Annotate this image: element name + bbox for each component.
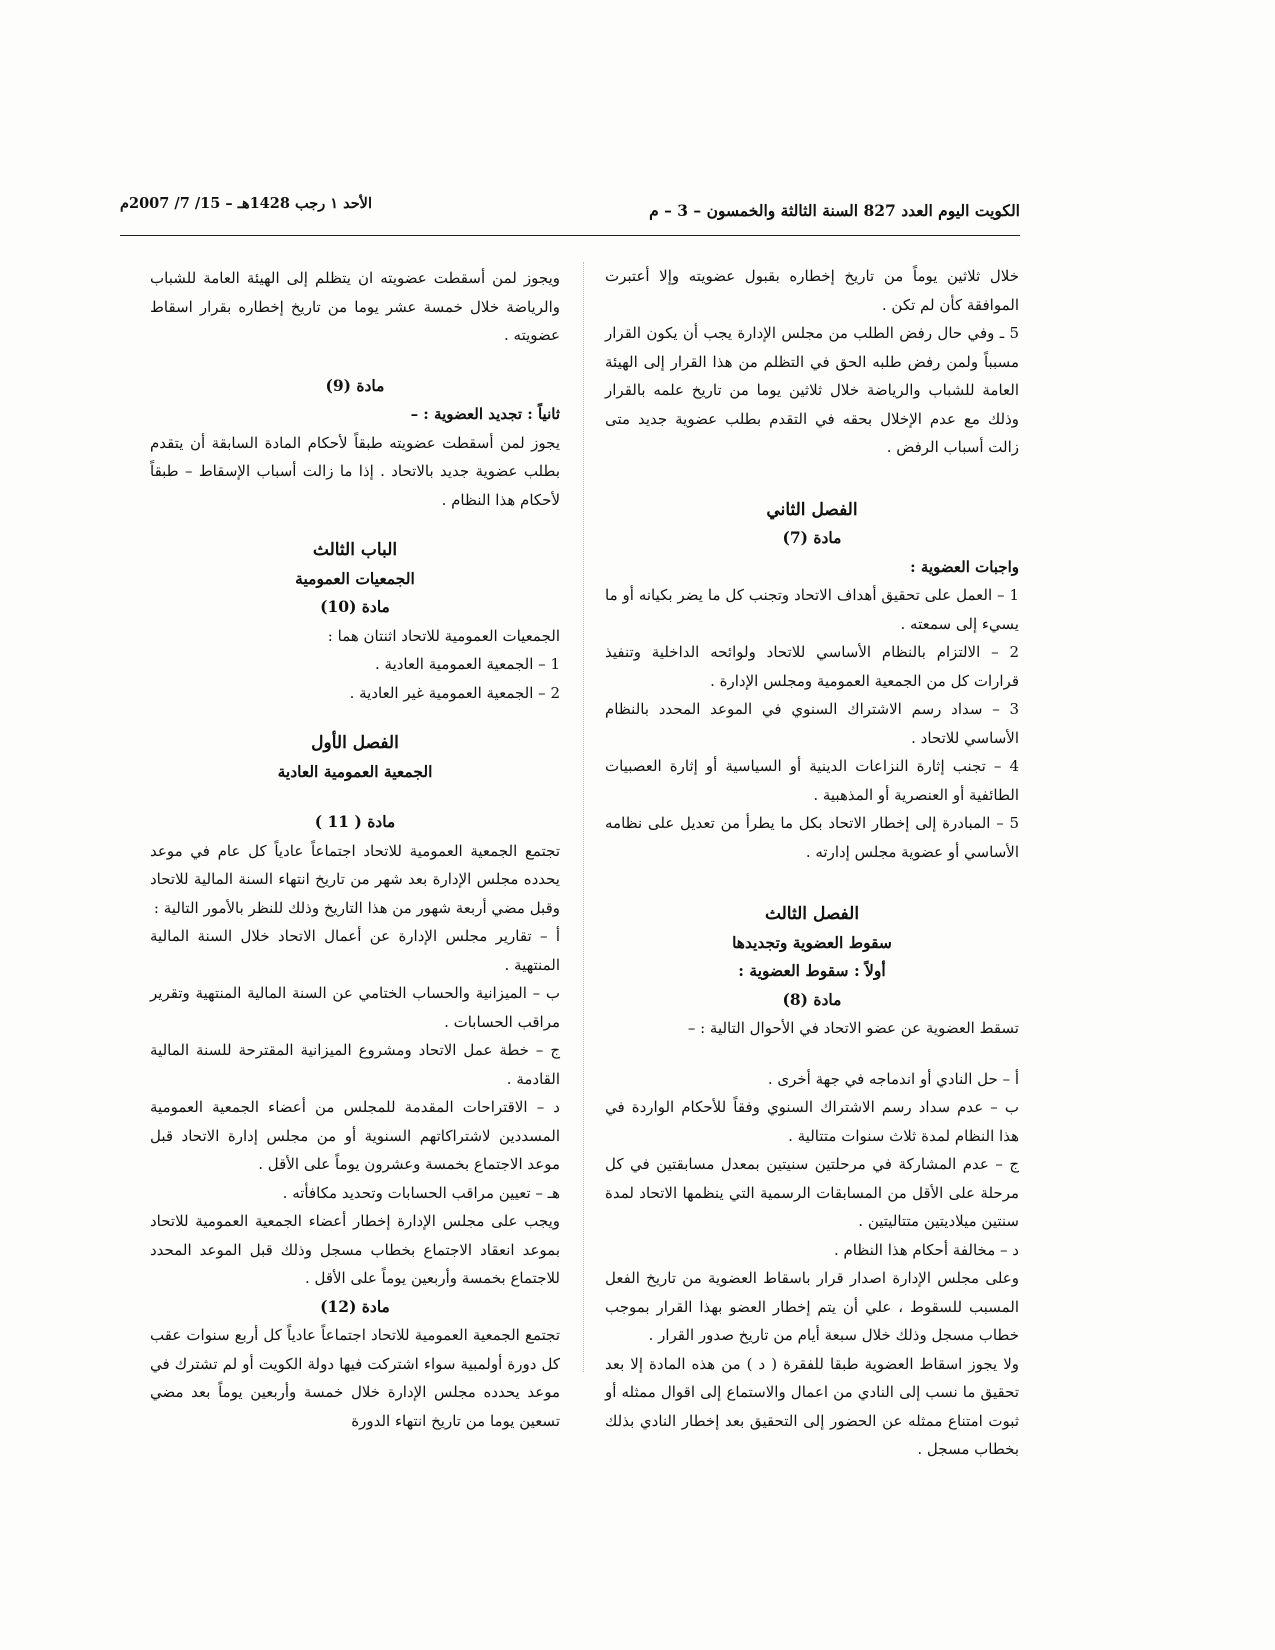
paragraph: تسقط العضوية عن عضو الاتحاد في الأحوال التالية : – (687, 1019, 1019, 1037)
list-item: 5 – المبادرة إلى إخطار الاتحاد بكل ما يطرأ من تعديل على نظامه الأساسي أو عضوية مجلس إدارته . (605, 814, 1019, 861)
article-heading: مادة ( 11 ) (314, 812, 396, 831)
article-heading: مادة (9) (325, 375, 385, 395)
paragraph: ويجب على مجلس الإدارة إخطار أعضاء الجمعية العمومية للاتحاد بموعد انعقاد الاجتماع بخطاب مسجل وذلك قبل الموعد المحدد للاجتماع بخمسة وأربعين يوماً على الأقل . (150, 1212, 560, 1287)
list-item: د – مخالفة أحكام هذا النظام . (833, 1240, 1019, 1259)
list-item: هـ – تعيين مراقب الحسابات وتحديد مكافأته . (282, 1183, 560, 1202)
article-heading: مادة (12) (320, 1296, 390, 1316)
section-subheading: واجبات العضوية : (910, 557, 1019, 576)
article-heading: مادة (7) (782, 528, 842, 547)
list-item: 1 – الجمعية العمومية العادية . (375, 655, 560, 673)
left-column (150, 264, 560, 1435)
list-item: ج – خطة عمل الاتحاد ومشروع الميزانية المقترحة للسنة المالية القادمة . (150, 1041, 560, 1088)
paragraph: ويجوز لمن أسقطت عضويته ان يتظلم إلى الهيئة العامة للشباب والرياضة خلال خمسة عشر يوما من تاريخ إخطاره بقرار اسقاط عضويته . (150, 269, 560, 344)
right-column (605, 262, 1019, 1464)
paragraph: 5 ـ وفي حال رفض الطلب من مجلس الإدارة يجب أن يكون القرار مسبباً ولمن رفض طلبه الحق في التظلم من هذا القرار إلى الهيئة العامة للشباب والرياضة خلال ثلاثين يوما من تاريخ علمه بالقرار وذلك مع عدم الإخلال بحقه في التقدم بطلب عضوية جديد متى زالت أسباب الرفض . (605, 324, 1019, 456)
column-divider (583, 262, 584, 1372)
list-item: 1 – العمل على تحقيق أهداف الاتحاد وتجنب كل ما يضر بكيانه أو ما يسيء إلى سمعته . (605, 586, 1019, 633)
chapter-subtitle: سقوط العضوية وتجديدها (732, 932, 892, 952)
list-item: 4 – تجنب إثارة النزاعات الدينية أو السياسية أو إثارة العصبيات الطائفية أو العنصرية أو المذهبية . (605, 757, 1019, 804)
paragraph: خلال ثلاثين يوماً من تاريخ إخطاره بقبول عضويته وإلا أعتبرت الموافقة كأن لم تكن . (605, 267, 1019, 314)
chapter-subtitle: الجمعية العمومية العادية (277, 761, 433, 781)
paragraph: وعلى مجلس الإدارة اصدار قرار باسقاط العضوية من تاريخ الفعل المسبب للسقوط ، علي أن يتم إخطار العضو بهذا القرار بموجب خطاب مسجل وذلك خلال سبعة أيام من تاريخ صدور القرار . (605, 1269, 1019, 1344)
section-heading: أولاً : سقوط العضوية : (738, 961, 886, 980)
header-publication: الكويت اليوم العدد 827 السنة الثالثة والخمسون – 3 – م (649, 201, 1020, 220)
list-item: أ – تقارير مجلس الإدارة عن أعمال الاتحاد خلال السنة المالية المنتهية . (150, 927, 560, 974)
part-subtitle: الجمعيات العمومية (295, 568, 415, 588)
page-header (120, 195, 1020, 231)
list-item: 3 – سداد رسم الاشتراك السنوي في الموعد المحدد بالنظام الأساسي للاتحاد . (605, 700, 1019, 747)
list-item: 2 – الجمعية العمومية غير العادية . (349, 683, 560, 702)
chapter-heading: الفصل الأول (311, 733, 399, 753)
paragraph: تجتمع الجمعية العمومية للاتحاد اجتماعاً عادياً كل أربع سنوات عقب كل دورة أولمبية سواء اشتركت فيها دولة الكويت أو لم تشترك في موعد يحدده مجلس الإدارة خلال خمسة وأربعين يوماً بعد مضي تسعين يوما من تاريخ انتهاء الدورة (150, 1326, 560, 1430)
list-item: أ – حل النادي أو اندماجه في جهة أخرى . (767, 1069, 1019, 1088)
header-date: الأحد ١ رجب 1428هـ – 15/ 7/ 2007م (120, 195, 372, 212)
chapter-heading: الفصل الثاني (766, 499, 858, 520)
part-heading: الباب الثالث (312, 540, 398, 560)
list-item: ب – عدم سداد رسم الاشتراك السنوي وفقاً للأحكام الواردة في هذا النظام لمدة ثلاث سنوات متتالية . (605, 1098, 1019, 1145)
article-heading: مادة (10) (320, 597, 390, 616)
paragraph: الجمعيات العمومية للاتحاد اثنتان هما : (327, 626, 560, 645)
list-item: ب – الميزانية والحساب الختامي عن السنة المالية المنتهية وتقرير مراقب الحسابات . (150, 984, 560, 1031)
paragraph: تجتمع الجمعية العمومية للاتحاد اجتماعاً عادياً كل عام في موعد يحدده مجلس الإدارة بعد شهر من تاريخ انتهاء السنة المالية للاتحاد وقبل مضي أربعة شهور من هذا التاريخ وذلك للنظر بالأمور التالية : (150, 841, 560, 917)
paragraph: ولا يجوز اسقاط العضوية طبقا للفقرة ( د ) من هذه المادة إلا بعد تحقيق ما نسب إلى النادي من اعمال والاستماع إلى اقوال ممثله أو ثبوت امتناع ممثله عن الحضور إلى التحقيق بعد إخطار النادي بذلك بخطاب مسجل . (605, 1354, 1019, 1458)
list-item: ج – عدم المشاركة في مرحلتين سنيتين بمعدل مسابقتين في كل مرحلة على الأقل من المسابقات الرسمية التي ينظمها الاتحاد لمدة سنتين ميلاديتين متتاليتين . (605, 1155, 1019, 1230)
section-subheading: ثانياً : تجديد العضوية : – (410, 405, 560, 423)
paragraph: يجوز لمن أسقطت عضويته طبقاً لأحكام المادة السابقة أن يتقدم بطلب عضوية جديد بالاتحاد . إذا ما زالت أسباب الإسقاط – طبقاً لأحكام هذا النظام . (150, 433, 560, 509)
header-rule (120, 235, 1020, 236)
chapter-heading: الفصل الثالث (764, 904, 860, 924)
list-item: د – الاقتراحات المقدمة للمجلس من أعضاء الجمعية العمومية المسددين لاشتراكاتهم السنوية أو من مجلس إدارة الاتحاد قبل موعد الاجتماع بخمسة وعشرون يوماً على الأقل . (150, 1098, 560, 1173)
list-item: 2 – الالتزام بالنظام الأساسي للاتحاد ولوائحه الداخلية وتنفيذ قرارات كل من الجمعية العمومية ومجلس الإدارة . (605, 643, 1019, 690)
article-heading: مادة (8) (782, 989, 842, 1009)
